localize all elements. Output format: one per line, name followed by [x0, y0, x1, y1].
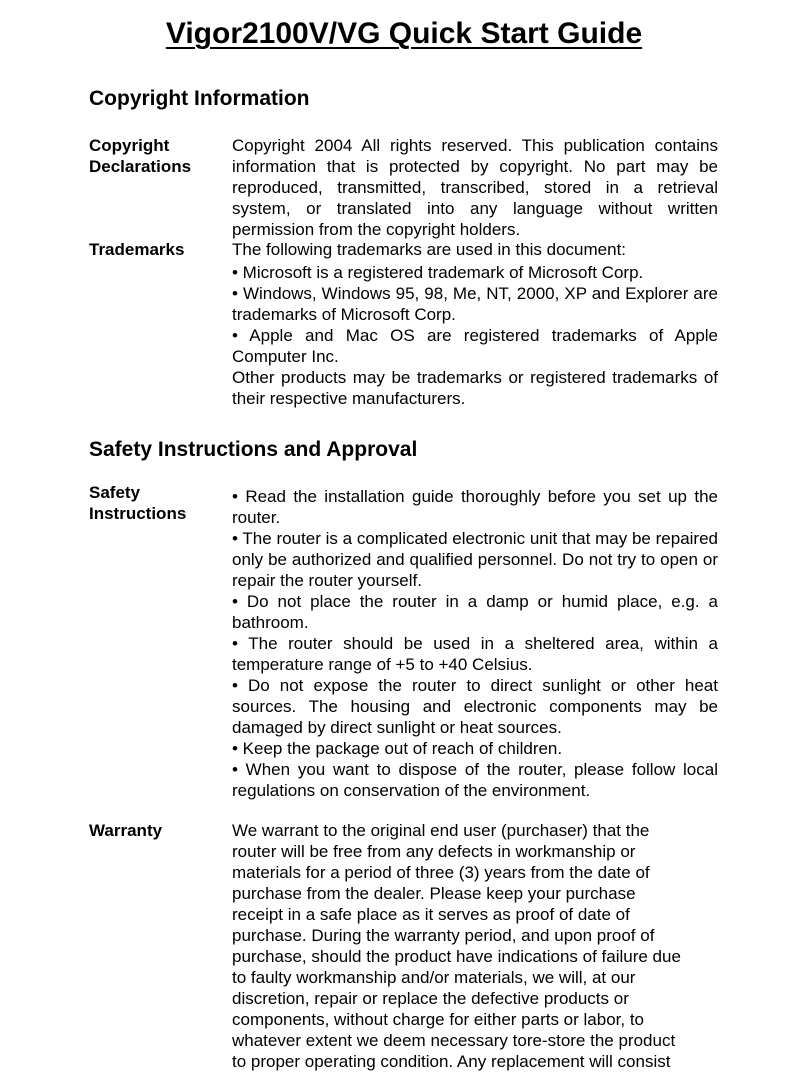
label-copyright-declarations: [89, 135, 219, 177]
warranty-body: [232, 820, 718, 1072]
label-trademarks: Trademarks: [89, 240, 185, 259]
warranty-line: router will be free from any defects in workmanship or: [232, 842, 636, 861]
warranty-line: components, without charge for either parts or labor, to: [232, 1010, 645, 1029]
safety-item: • Do not expose the router to direct sunlight or other heat sources. The housing and electronic components may be damaged by direct sunlight or heat sources.: [232, 676, 718, 737]
warranty-line: We warrant to the original end user (purchaser) that the: [232, 821, 650, 840]
label-line: Safety: [89, 483, 141, 502]
label-safety-instructions: [89, 482, 219, 524]
safety-item: • When you want to dispose of the router, please follow local regulations on conservation of the environment.: [232, 760, 718, 800]
warranty-line: purchase, should the product have indications of failure due: [232, 947, 681, 966]
page-title: Vigor2100V/VG Quick Start Guide: [165, 17, 643, 50]
trademark-item: • Microsoft is a registered trademark of Microsoft Corp.: [232, 263, 644, 282]
safety-item: • Keep the package out of reach of children.: [232, 739, 563, 758]
warranty-line: to proper operating condition. Any replacement will consist: [232, 1052, 671, 1071]
warranty-line: materials for a period of three (3) years from the date of: [232, 863, 650, 882]
warranty-line: purchase. During the warranty period, and upon proof of: [232, 926, 655, 945]
declarations-text: Copyright 2004 All rights reserved. This publication contains information that is protected by copyright. No part may be reproduced, transmitted, transcribed, stored in a retrieval system, or translated into any language without written permission from the copyright holders.: [232, 136, 718, 239]
warranty-line: receipt in a safe place as it serves as proof of date of: [232, 905, 630, 924]
label-line: Copyright: [89, 136, 170, 155]
label-line: Instructions: [89, 504, 187, 523]
trademarks-intro: The following trademarks are used in this document:: [232, 240, 627, 259]
trademark-item: • Windows, Windows 95, 98, Me, NT, 2000, XP and Explorer are trademarks of Microsoft Corp.: [232, 284, 718, 324]
warranty-line: discretion, repair or replace the defective products or: [232, 989, 629, 1008]
safety-item: • The router should be used in a sheltered area, within a temperature range of +5 to +40 Celsius.: [232, 634, 718, 674]
label-line: Declarations: [89, 157, 192, 176]
safety-item: • The router is a complicated electronic unit that may be repaired only be authorized and qualified personnel. Do not try to open or repair the router yourself.: [232, 529, 718, 590]
safety-item: • Do not place the router in a damp or humid place, e.g. a bathroom.: [232, 592, 718, 632]
safety-item: • Read the installation guide thoroughly before you set up the router.: [232, 487, 718, 527]
trademarks-body: [232, 239, 718, 409]
trademark-item: • Apple and Mac OS are registered trademarks of Apple Computer Inc.: [232, 326, 718, 366]
warranty-line: purchase from the dealer. Please keep your purchase: [232, 884, 636, 903]
section-heading-safety: Safety Instructions and Approval: [89, 438, 418, 461]
warranty-line: whatever extent we deem necessary tore-store the product: [232, 1031, 676, 1050]
copyright-declarations-body: [232, 135, 718, 240]
safety-instructions-body: [232, 486, 718, 801]
label-warranty: Warranty: [89, 821, 163, 840]
trademarks-outro: Other products may be trademarks or registered trademarks of their respective manufacturers.: [232, 368, 718, 408]
section-heading-copyright: Copyright Information: [89, 87, 310, 110]
warranty-line: to faulty workmanship and/or materials, we will, at our: [232, 968, 636, 987]
